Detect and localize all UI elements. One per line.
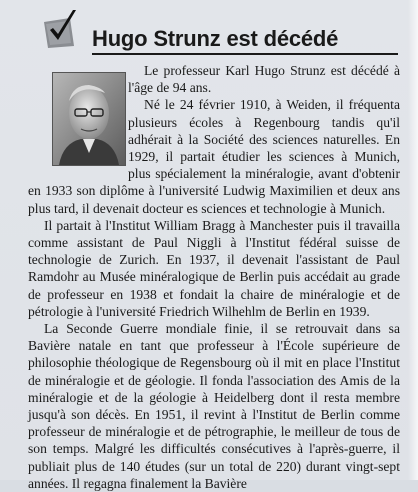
paragraph-3: Il partait à l'Institut William Bragg à Manchester puis il travailla comme assistant de Paul Niggli à l'Institut fédéral suisse de technologie de Zurich. En 1937, il devenait l'assistant de Paul Ramdohr au Musée minéralogique de Berlin puis accédait au grade de professeur en 1938 et fondait la chaire de minéralogie et de pétrologie à l'université Friedrich Wilhehlm de Berlin en 1939. [28,217,400,319]
title-underline [92,53,398,55]
paragraph-2: Né le 24 février 1910, à Weiden, il fréquenta plusieurs écoles à Regenbourg tandis qu'il adhérait à la Société des sciences naturelles. En 1929, il partait étudier les sciences à Munich, plus spécialement la minéralogie, avant d'obtenir en 1933 son diplôme à l'université Ludwig Maximilien et deux ans plus tard, il devenait docteur es sciences et technologie à Munich. [28,97,400,216]
article-header [0,0,418,60]
article-title: Hugo Strunz est décédé [92,26,339,51]
paragraph-1: Le professeur Karl Hugo Strunz est décédé à l'âge de 94 ans. [128,63,400,96]
paragraph-4: La Seconde Guerre mondiale finie, il se retrouvait dans sa Bavière natale en tant que professeur à l'École supérieure de philosophie théologique de Regensbourg où il mit en place l'Institut de minéralogie et de géologie. Il fonda l'association des Amis de la minéralogie et de la géologie à Heidelberg dont il resta membre jusqu'à son décès. En 1951, il revint à l'Institut de Berlin comme professeur de minéralogie et de pétrographie, le meilleur de tous de son temps. Malgré les difficultés consécutives à l'après-guerre, il publiait plus de 140 études (sur un total de 220) durant vingt-sept années. Il regagna finalement la Bavière [28,321,400,491]
article-body [28,62,400,492]
page-edge [408,0,418,480]
checkmark-icon [40,10,80,50]
